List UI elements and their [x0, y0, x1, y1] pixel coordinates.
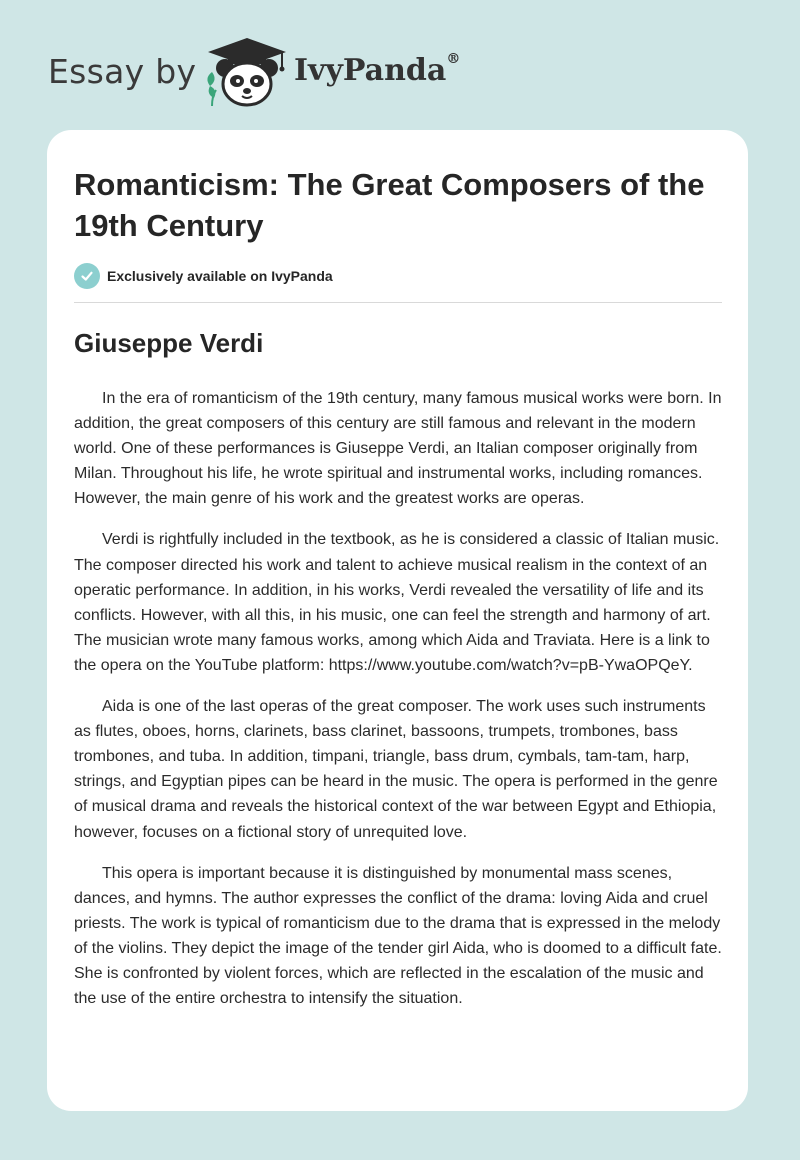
essay-body: [74, 386, 726, 1027]
brand-text: IvyPanda: [294, 53, 447, 88]
paragraph: Aida is one of the last operas of the great composer. The work uses such instruments as flutes, oboes, horns, clarinets, bass clarinet, bassoons, trumpets, trombones, bass trombones, and tuba. In addition, timpani, triangle, bass drum, cymbals, tam-tam, harp, strings, and Egyptian pipes can be heard in the music. The opera is performed in the genre of musical drama and reveals the historical context of the war between Egypt and Ethiopia, however, focuses on a fictional story of unrequited love.: [74, 698, 718, 841]
paragraph: Verdi is rightfully included in the textbook, as he is considered a classic of Italian music. The composer directed his work and talent to achieve musical realism in the context of an operatic performance. In addition, in his works, Verdi revealed the versatility of life and its conflicts. However, with all this, in his music, one can feel the strength and harmony of art. The musician wrote many famous works, among which Aida and Traviata. Here is a link to the opera on the YouTube platform: https://www.youtube.com/watch?v=pB-YwaOPQeY.: [74, 531, 720, 674]
check-icon: [74, 263, 100, 289]
essay-card: [47, 130, 748, 1111]
registered-mark: ®: [446, 51, 461, 67]
panda-icon: [202, 36, 292, 108]
page-title: Romanticism: The Great Composers of the 19th Century: [74, 167, 705, 243]
ivypanda-logo[interactable]: [202, 36, 292, 108]
site-header: [0, 0, 800, 130]
exclusive-badge: [74, 263, 333, 289]
divider: [74, 302, 722, 303]
paragraph: In the era of romanticism of the 19th century, many famous musical works were born. In addition, the great composers of this century are still famous and relevant in the modern world. One of these performances is Giuseppe Verdi, an Italian composer originally from Milan. Throughout his life, he wrote spiritual and instrumental works, including romances. However, the main genre of his work and the greatest works are operas.: [74, 390, 722, 508]
brand-name[interactable]: [294, 53, 460, 88]
essay-by-label: Essay by: [48, 52, 197, 91]
exclusive-text: Exclusively available on IvyPanda: [107, 268, 333, 284]
paragraph: This opera is important because it is distinguished by monumental mass scenes, dances, and hymns. The author expresses the conflict of the drama: loving Aida and cruel priests. The work is typical of romanticism due to the drama that is expressed in the melody of the violins. They depict the image of the tender girl Aida, who is doomed to a difficult fate. She is confronted by violent forces, which are reflected in the escalation of the music and the use of the entire orchestra to intensify the situation.: [74, 864, 722, 1008]
section-heading: Giuseppe Verdi: [74, 328, 264, 358]
